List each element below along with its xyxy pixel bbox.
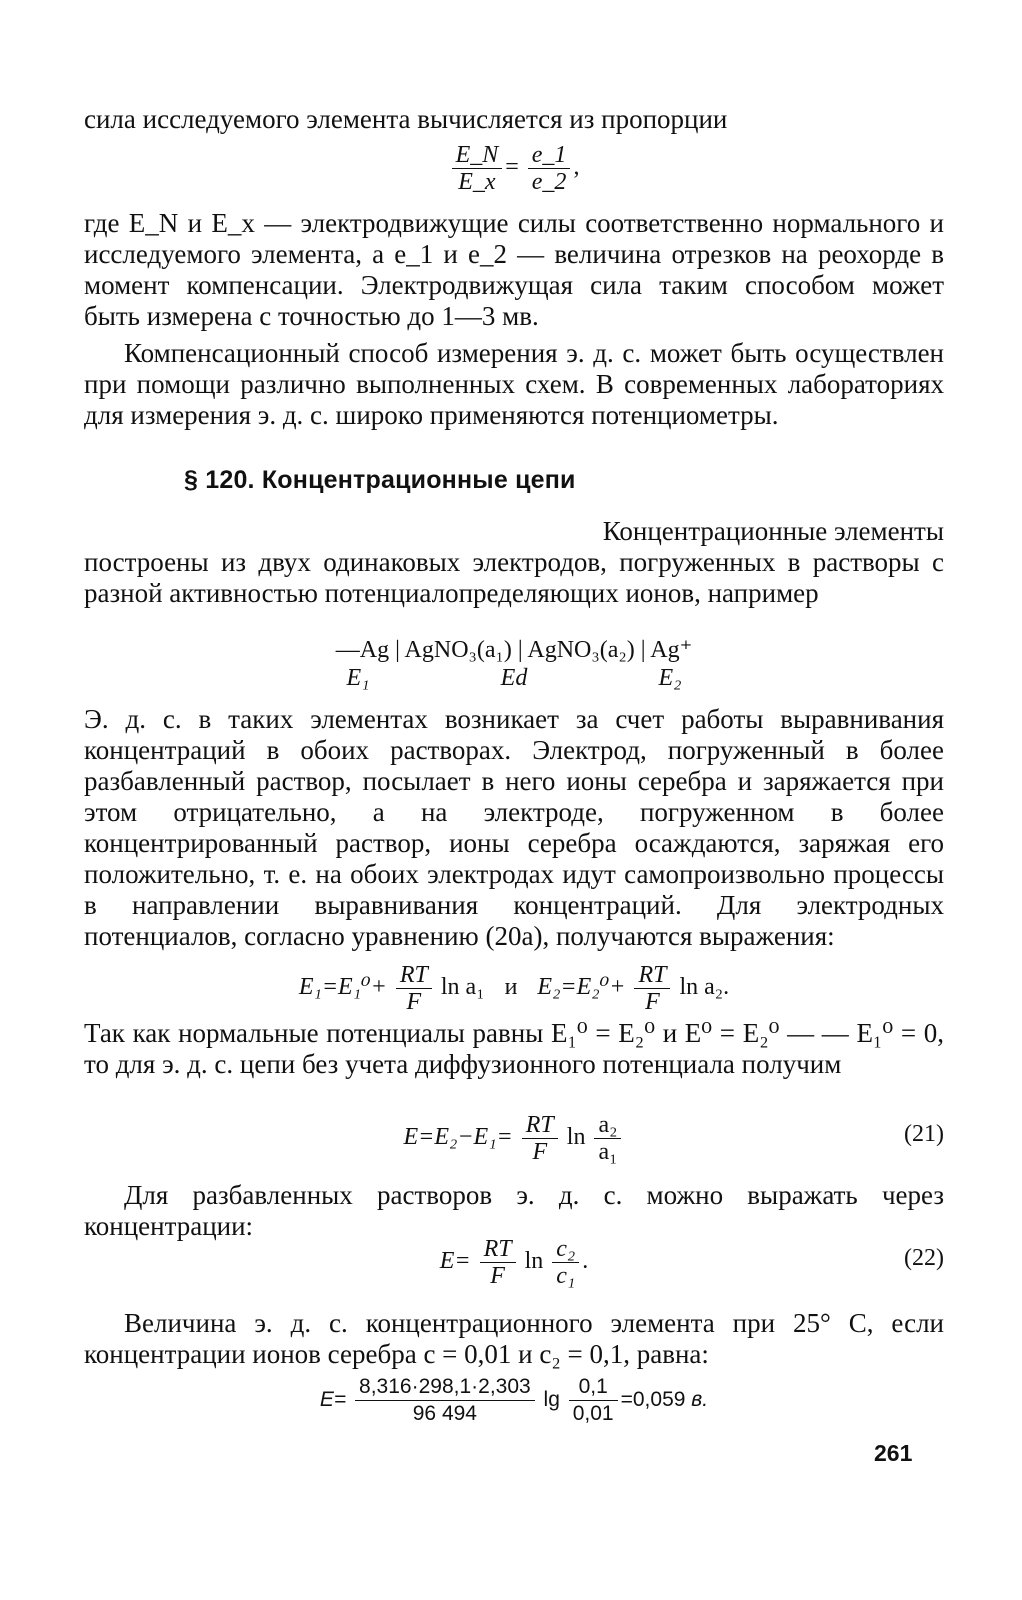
eq21-den: F xyxy=(532,1139,548,1165)
eq22-num: RT xyxy=(480,1236,516,1263)
paragraph-2: где E_N и E_x — электродвижущие силы соответственно нормального и исследуемого элемента, а e_1 и e_2 — величина отрезков на реохорде в момент компенсации. Электродвижущая сила таким способом может быть измерена с точностью до 1—3 мв. xyxy=(84,208,944,331)
potential-2-lhs: E₂=E₂⁰+ xyxy=(537,974,626,1001)
cell-label-e2: E₂ xyxy=(658,665,682,691)
cell-scheme xyxy=(84,636,944,692)
equation-22 xyxy=(84,1236,944,1289)
paragraph-4: построены из двух одинаковых электродов, погруженных в растворы с разной активностью потенциалопределяющих ионов, например xyxy=(84,547,944,608)
final-den: 96 494 xyxy=(412,1402,477,1425)
potential-2-fraction xyxy=(634,962,670,1015)
ratio-right-num: e_1 xyxy=(528,142,571,169)
potential-and: и xyxy=(504,974,518,1001)
eq21-activity-fraction xyxy=(594,1112,621,1165)
equation-final xyxy=(84,1374,944,1427)
paragraph-1: сила исследуемого элемента вычисляется из пропорции xyxy=(84,104,728,134)
eq22-conc-den: c₁ xyxy=(556,1263,576,1289)
final-num: 8,316·298,1·2,303 xyxy=(355,1374,535,1401)
potential-1-ln: ln a₁ xyxy=(440,974,485,1001)
section-heading: § 120. Концентрационные цепи xyxy=(184,466,576,494)
eq21-activity-den: a₁ xyxy=(598,1139,618,1165)
paragraph-3: Компенсационный способ измерения э. д. с. может быть осуществлен при помощи различно выполненных схем. В современных лабораториях для измерения э. д. с. широко применяются потенциометры. xyxy=(84,338,944,430)
text-block-5 xyxy=(84,1018,944,1080)
eq22-den: F xyxy=(490,1263,505,1289)
final-rhs: =0,059 xyxy=(620,1388,686,1412)
text-block-7 xyxy=(84,1308,944,1370)
ratio-right-den: e_2 xyxy=(531,169,567,195)
cell-scheme-line: —Ag | AgNO₃(a₁) | AgNO₃(a₂) | Ag⁺ xyxy=(335,637,693,663)
final-ratio-den: 0,01 xyxy=(572,1402,614,1425)
paragraph-5: Э. д. с. в таких элементах возникает за счет работы выравнивания концентраций в обоих растворах. Электрод, погруженный в более разбавленный раствор, посылает в него ионы серебра и заряжается при этом отрицательно, а на электроде, погруженном в более концентрированный раствор, ионы серебра осаждаются, заряжая его положительно, т. е. на обоих электродах идут самопроизвольно процессы в направлении выравнивания концентраций. Для электродных потенциалов, согласно уравнению (20а), получаются выражения: xyxy=(84,704,944,951)
equation-number-21: (21) xyxy=(904,1121,944,1147)
eq21-num: RT xyxy=(522,1112,558,1139)
equation-ratio: $\frac{E\_N}{E\_x}$ = $\frac{e\_1}{e\_2}$ , xyxy=(84,142,944,195)
potential-2-num: RT xyxy=(634,962,670,989)
potential-1-fraction xyxy=(396,962,432,1015)
paragraph-4-first-line: Концентрационные элементы xyxy=(602,516,944,546)
ratio-left-num: E_N xyxy=(452,142,503,169)
eq22-conc-fraction xyxy=(552,1236,579,1289)
ratio-left-den: E_x xyxy=(458,169,496,195)
cell-scheme-labels xyxy=(84,664,944,692)
ratio-right-fraction xyxy=(528,142,571,195)
ratio-tail: , xyxy=(573,154,580,181)
text-block-3 xyxy=(84,516,944,609)
page-number: 261 xyxy=(874,1440,913,1466)
potential-1-num: RT xyxy=(396,962,432,989)
equation-potentials xyxy=(84,962,944,1015)
eq21-activity-num: a₂ xyxy=(594,1112,621,1139)
text-block-4 xyxy=(84,704,944,952)
final-ratio-fraction xyxy=(569,1374,618,1427)
final-ratio-num: 0,1 xyxy=(569,1374,618,1401)
potential-1-lhs: E₁=E₁⁰+ xyxy=(298,974,387,1001)
potential-2-den: F xyxy=(645,989,660,1015)
paragraph-7: Для разбавленных растворов э. д. с. можно выражать через концентрации: xyxy=(84,1180,944,1241)
final-lhs: E= xyxy=(319,1388,347,1412)
final-lg: lg xyxy=(543,1388,560,1412)
final-unit: в. xyxy=(691,1388,709,1412)
text-block-6 xyxy=(84,1180,944,1242)
eq22-fraction xyxy=(480,1236,516,1289)
eq22-tail: . xyxy=(582,1248,589,1275)
cell-label-ed: Ed xyxy=(500,665,528,691)
equation-21 xyxy=(84,1112,944,1165)
eq22-lhs: E= xyxy=(439,1248,471,1275)
potential-1-den: F xyxy=(406,989,422,1015)
eq22-conc-num: c₂ xyxy=(552,1236,579,1263)
final-fraction xyxy=(355,1374,535,1427)
text-block-2 xyxy=(84,208,944,431)
paragraph-6: Так как нормальные потенциалы равны E₁⁰ = E₂⁰ и E⁰ = E₂⁰ — — E₁⁰ = 0, то для э. д. с. цепи без учета диффузионного потенциала получим xyxy=(84,1018,944,1079)
ratio-left-fraction xyxy=(452,142,503,195)
text-block-top xyxy=(84,104,944,135)
paragraph-8: Величина э. д. с. концентрационного элемента при 25° C, если концентрации ионов серебра c = 0,01 и c₂ = 0,1, равна: xyxy=(84,1308,944,1369)
potential-2-ln: ln a₂. xyxy=(679,974,730,1001)
eq21-fraction xyxy=(522,1112,558,1165)
eq22-ln: ln xyxy=(524,1248,544,1275)
cell-label-e1: E₁ xyxy=(346,665,370,691)
eq21-ln: ln xyxy=(566,1124,586,1151)
eq21-lhs: E=E₂−E₁= xyxy=(403,1124,513,1151)
equation-number-22: (22) xyxy=(904,1245,944,1271)
